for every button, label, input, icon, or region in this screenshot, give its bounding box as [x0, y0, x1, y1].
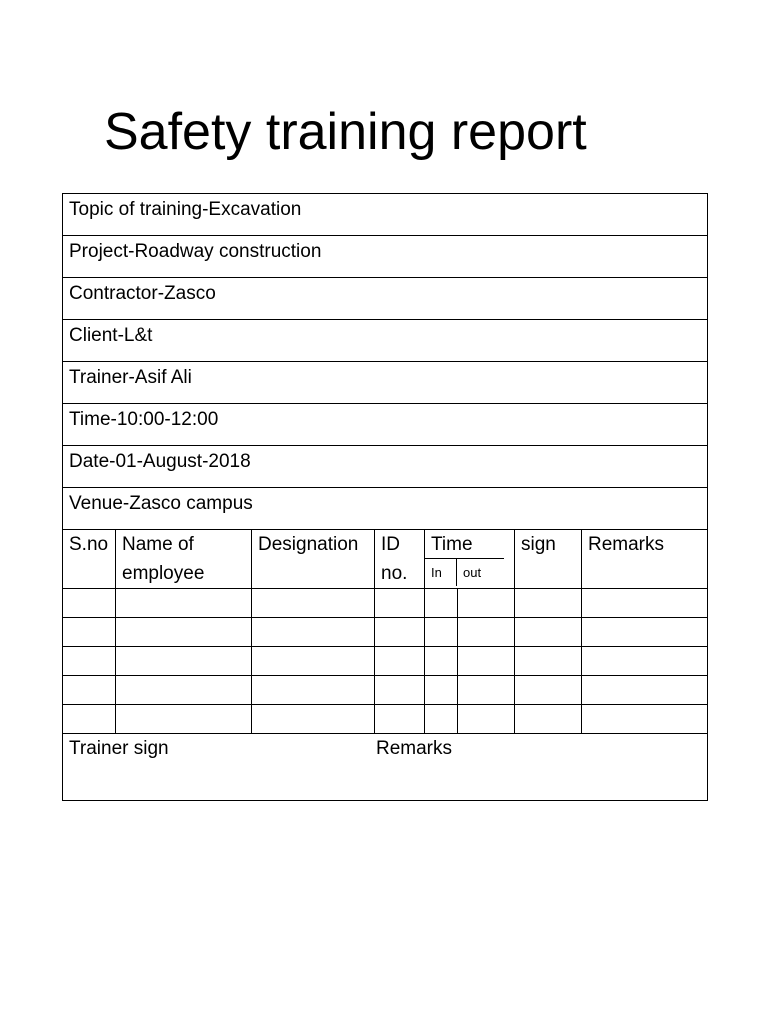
header-name-line2: employee	[122, 563, 205, 584]
cell-time-out[interactable]	[458, 705, 515, 734]
header-sno: S.no	[63, 530, 116, 589]
header-time-in: In	[425, 559, 457, 586]
cell-time-out[interactable]	[458, 618, 515, 647]
header-time	[425, 530, 515, 589]
table-row	[63, 676, 708, 705]
info-row-project	[63, 236, 708, 278]
cell-name[interactable]	[116, 618, 252, 647]
cell-sign[interactable]	[515, 589, 582, 618]
cell-sno[interactable]	[63, 676, 116, 705]
info-row-venue	[63, 488, 708, 530]
header-sign: sign	[515, 530, 582, 589]
header-remarks: Remarks	[582, 530, 708, 589]
cell-designation[interactable]	[252, 705, 375, 734]
cell-sno[interactable]	[63, 618, 116, 647]
attendance-header-row	[63, 530, 708, 589]
cell-name[interactable]	[116, 647, 252, 676]
cell-remarks[interactable]	[582, 589, 708, 618]
footer-remarks-label: Remarks	[376, 738, 453, 759]
info-row-topic	[63, 194, 708, 236]
cell-designation[interactable]	[252, 647, 375, 676]
cell-remarks[interactable]	[582, 705, 708, 734]
footer-cell[interactable]	[63, 734, 708, 801]
header-time-label: Time	[425, 530, 504, 559]
page-title: Safety training report	[104, 103, 587, 161]
info-row-trainer	[63, 362, 708, 404]
topic-of-training: Topic of training-Excavation	[63, 194, 708, 236]
header-designation: Designation	[252, 530, 375, 589]
cell-designation[interactable]	[252, 676, 375, 705]
cell-id[interactable]	[375, 618, 425, 647]
cell-time-in[interactable]	[425, 589, 458, 618]
footer-content	[69, 734, 701, 800]
cell-remarks[interactable]	[582, 618, 708, 647]
cell-time-in[interactable]	[425, 647, 458, 676]
header-id-line1: ID	[381, 534, 400, 555]
training-date: Date-01-August-2018	[63, 446, 708, 488]
header-name-line1: Name of	[122, 534, 194, 555]
project: Project-Roadway construction	[63, 236, 708, 278]
cell-time-in[interactable]	[425, 705, 458, 734]
table-row	[63, 705, 708, 734]
cell-sno[interactable]	[63, 647, 116, 676]
cell-sign[interactable]	[515, 705, 582, 734]
cell-sign[interactable]	[515, 647, 582, 676]
info-row-client	[63, 320, 708, 362]
cell-time-out[interactable]	[458, 589, 515, 618]
cell-name[interactable]	[116, 676, 252, 705]
cell-sno[interactable]	[63, 589, 116, 618]
info-row-date	[63, 446, 708, 488]
cell-designation[interactable]	[252, 589, 375, 618]
cell-id[interactable]	[375, 676, 425, 705]
table-row	[63, 647, 708, 676]
cell-sign[interactable]	[515, 618, 582, 647]
header-time-out: out	[463, 565, 482, 580]
trainer-sign-label: Trainer sign	[69, 738, 169, 759]
contractor: Contractor-Zasco	[63, 278, 708, 320]
cell-time-out[interactable]	[458, 647, 515, 676]
cell-name[interactable]	[116, 705, 252, 734]
trainer: Trainer-Asif Ali	[63, 362, 708, 404]
info-row-time	[63, 404, 708, 446]
cell-sno[interactable]	[63, 705, 116, 734]
cell-time-in[interactable]	[425, 618, 458, 647]
cell-time-out[interactable]	[458, 676, 515, 705]
cell-sign[interactable]	[515, 676, 582, 705]
header-time-subcolumns	[425, 559, 514, 586]
cell-remarks[interactable]	[582, 676, 708, 705]
training-report-table	[62, 193, 708, 801]
client: Client-L&t	[63, 320, 708, 362]
table-row	[63, 589, 708, 618]
cell-name[interactable]	[116, 589, 252, 618]
training-time: Time-10:00-12:00	[63, 404, 708, 446]
cell-time-in[interactable]	[425, 676, 458, 705]
cell-id[interactable]	[375, 647, 425, 676]
header-id-line2: no.	[381, 563, 408, 584]
cell-designation[interactable]	[252, 618, 375, 647]
cell-id[interactable]	[375, 589, 425, 618]
footer-row	[63, 734, 708, 801]
info-row-contractor	[63, 278, 708, 320]
header-name-of-employee	[116, 530, 252, 589]
cell-remarks[interactable]	[582, 647, 708, 676]
header-id-no	[375, 530, 425, 589]
venue: Venue-Zasco campus	[63, 488, 708, 530]
table-row	[63, 618, 708, 647]
cell-id[interactable]	[375, 705, 425, 734]
